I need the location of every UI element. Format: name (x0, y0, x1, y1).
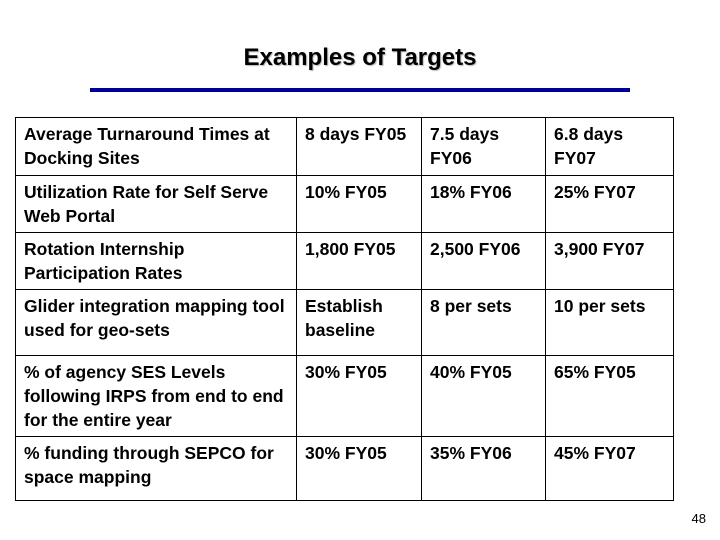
table-row (16, 437, 674, 501)
target-cell: 18% FY06 (422, 176, 546, 233)
baseline-cell: 8 days FY05 (297, 118, 422, 176)
targets-table (15, 117, 674, 501)
measure-cell: Utilization Rate for Self Serve Web Portal (16, 176, 297, 233)
target-cell: 6.8 days FY07 (546, 118, 674, 176)
target-cell: 2,500 FY06 (422, 233, 546, 290)
baseline-cell: 1,800 FY05 (297, 233, 422, 290)
baseline-cell: 30% FY05 (297, 437, 422, 501)
target-cell: 7.5 days FY06 (422, 118, 546, 176)
baseline-cell: 10% FY05 (297, 176, 422, 233)
slide-title: Examples of Targets (243, 44, 477, 71)
target-cell: 45% FY07 (546, 437, 674, 501)
measure-cell: % of agency SES Levels following IRPS from end to end for the entire year (16, 356, 297, 437)
table-row (16, 176, 674, 233)
measure-cell: % funding through SEPCO for space mapping (16, 437, 297, 501)
slide-number: 48 (691, 511, 706, 526)
baseline-cell: Establish baseline (297, 290, 422, 356)
baseline-cell: 30% FY05 (297, 356, 422, 437)
table-row (16, 118, 674, 176)
target-cell: 3,900 FY07 (546, 233, 674, 290)
measure-cell: Glider integration mapping tool used for geo-sets (16, 290, 297, 356)
target-cell: 8 per sets (422, 290, 546, 356)
table-row (16, 356, 674, 437)
measure-cell: Average Turnaround Times at Docking Sites (16, 118, 297, 176)
target-cell: 35% FY06 (422, 437, 546, 501)
table-row (16, 290, 674, 356)
table-row (16, 233, 674, 290)
target-cell: 65% FY05 (546, 356, 674, 437)
target-cell: 40% FY05 (422, 356, 546, 437)
target-cell: 10 per sets (546, 290, 674, 356)
measure-cell: Rotation Internship Participation Rates (16, 233, 297, 290)
target-cell: 25% FY07 (546, 176, 674, 233)
title-divider (90, 88, 630, 92)
